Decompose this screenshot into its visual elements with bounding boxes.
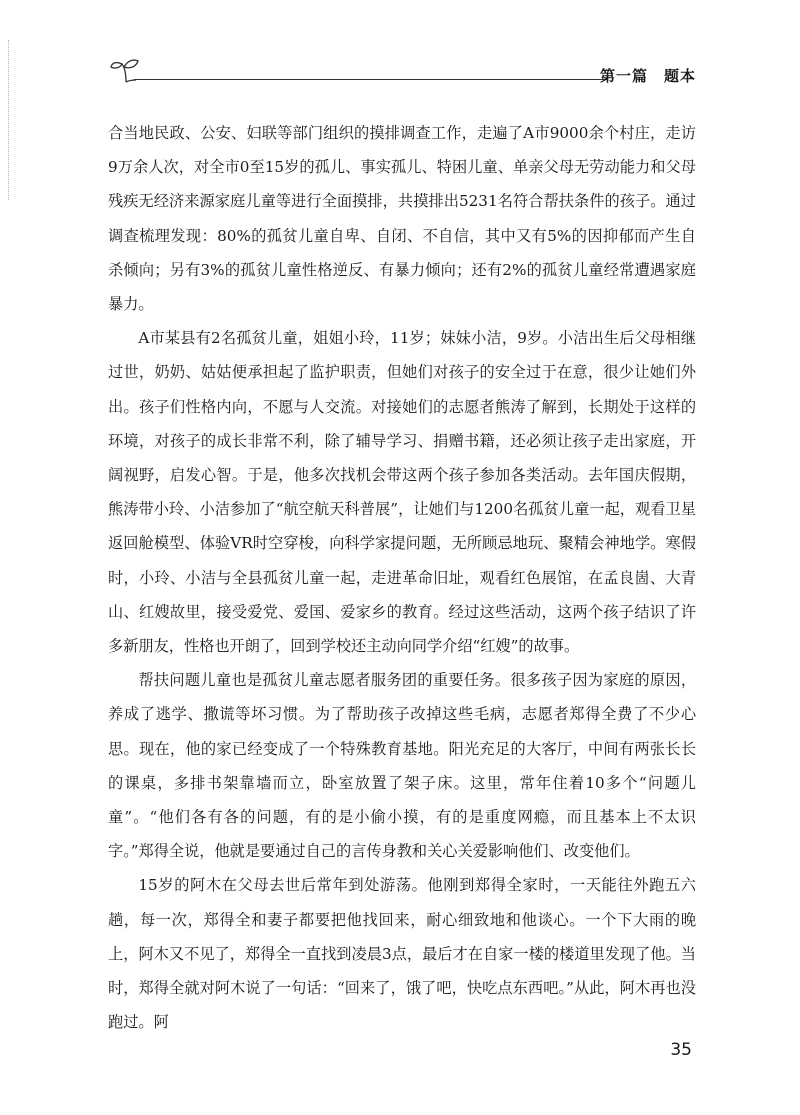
binding-margin-dots [8,40,11,200]
page-header [108,52,696,92]
body-text [108,116,696,1039]
paragraph: 帮扶问题儿童也是孤贫儿童志愿者服务团的重要任务。很多孩子因为家庭的原因，养成了逃学、撒谎等坏习惯。为了帮助孩子改掉这些毛病，志愿者郑得全费了不少心思。现在，他的家已经变成了一个特殊教育基地。阳光充足的大客厅，中间有两张长长的课桌，多排书架靠墙而立，卧室放置了架子床。这里，常年住着10多个“问题儿童”。“他们各有各的问题，有的是小偷小摸，有的是重度网瘾，而且基本上不太识字。”郑得全说，他就是要通过自己的言传身教和关心关爱影响他们、改变他们。 [108,671,696,861]
section-title: 第一篇 题本 [599,67,696,85]
paragraph: 15岁的阿木在父母去世后常年到处游荡。他刚到郑得全家时，一天能往外跑五六趟，每一次，郑得全和妻子都要把他找回来，耐心细致地和他谈心。一个下大雨的晚上，阿木又不见了，郑得全一直找到凌晨3点，最后才在自家一楼的楼道里发现了他。当时，郑得全就对阿木说了一句话：“回来了，饿了吧，快吃点东西吧。”从此，阿木再也没跑过。阿 [108,876,696,1032]
header-rule [134,79,608,80]
paragraph: A市某县有2名孤贫儿童，姐姐小玲，11岁；妹妹小洁，9岁。小洁出生后父母相继过世，奶奶、姑姑便承担起了监护职责，但她们对孩子的安全过于在意，很少让她们外出。孩子们性格内向，不愿与人交流。对接她们的志愿者熊涛了解到，长期处于这样的环境，对孩子的成长非常不利，除了辅导学习、捐赠书籍，还必须让孩子走出家庭，开阔视野，启发心智。于是，他多次找机会带这两个孩子参加各类活动。去年国庆假期，熊涛带小玲、小洁参加了“航空航天科普展”，让她们与1200名孤贫儿童一起，观看卫星返回舱模型、体验VR时空穿梭，向科学家提问题，无所顾忌地玩、聚精会神地学。寒假时，小玲、小洁与全县孤贫儿童一起，走进革命旧址，观看红色展馆，在孟良崮、大青山、红嫂故里，接受爱党、爱国、爱家乡的教育。经过这些活动，这两个孩子结识了许多新朋友，性格也开朗了，回到学校还主动向同学介绍“红嫂”的故事。 [108,329,696,656]
page-number: 35 [670,1040,692,1060]
sprout-icon [108,52,148,92]
paragraph: 合当地民政、公安、妇联等部门组织的摸排调查工作，走遍了A市9000余个村庄，走访9万余人次，对全市0至15岁的孤儿、事实孤儿、特困儿童、单亲父母无劳动能力和父母残疾无经济来源家庭儿童等进行全面摸排，共摸排出5231名符合帮扶条件的孩子。通过调查梳理发现：80%的孤贫儿童自卑、自闭、不自信，其中又有5%的因抑郁而产生自杀倾向；另有3%的孤贫儿童性格逆反、有暴力倾向；还有2%的孤贫儿童经常遭遇家庭暴力。 [108,124,696,314]
